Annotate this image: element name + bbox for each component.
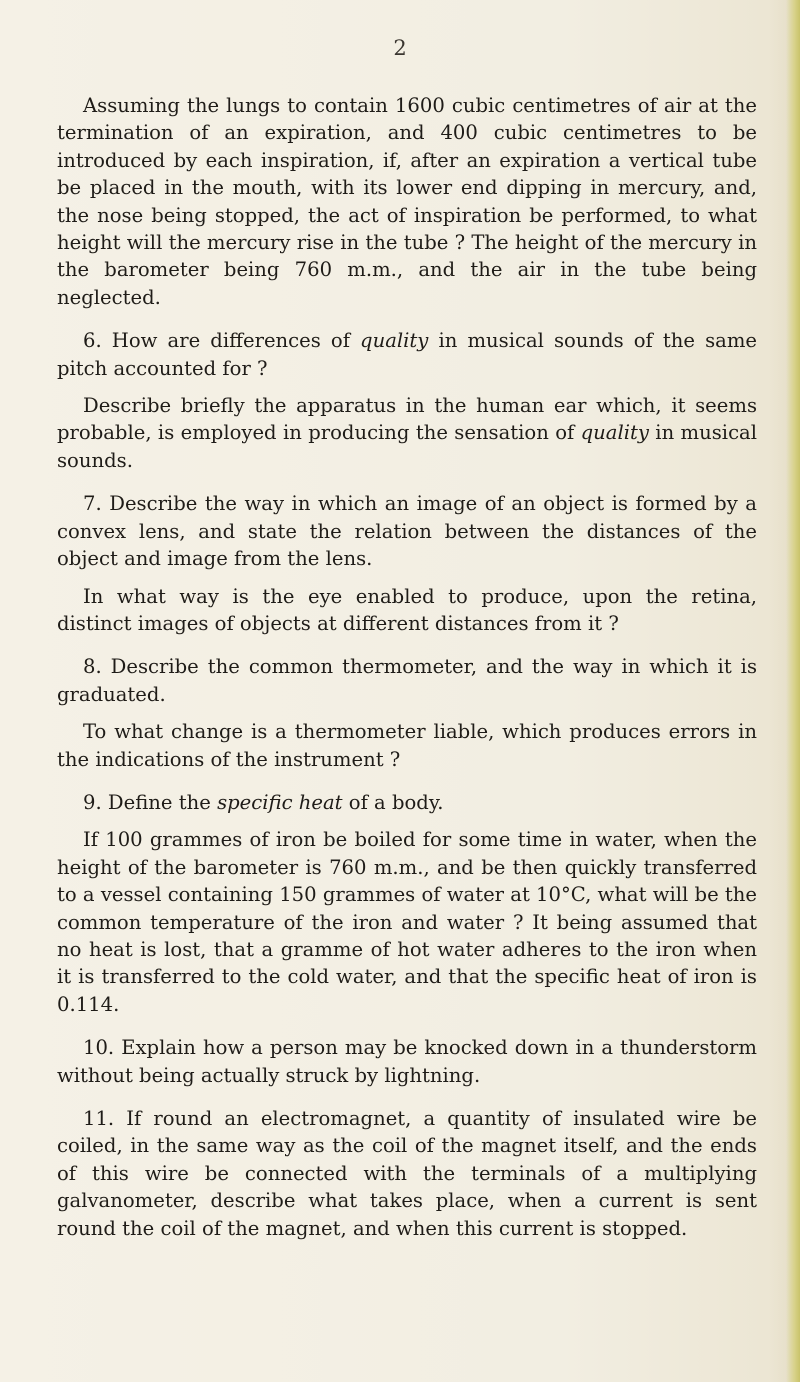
paragraph-question-6 — [57, 327, 757, 382]
paragraph-question-7-part-2 — [57, 583, 757, 638]
paragraph-question-10 — [57, 1034, 757, 1089]
text-segment: in musical sounds. — [57, 421, 757, 472]
text-segment: 8. Describe the common thermometer, and the way in which it is graduated. — [57, 655, 757, 706]
text-segment: of a body. — [342, 790, 444, 814]
page-body — [57, 92, 757, 1242]
italic-term: quality — [360, 329, 429, 353]
italic-term: specific heat — [217, 790, 343, 814]
paragraph-question-8 — [57, 653, 757, 708]
paragraph-question-9 — [57, 789, 757, 816]
text-segment: 9. Define the — [83, 790, 218, 814]
text-segment: 6. How are differences of — [83, 329, 361, 353]
paragraph-question-9-part-2 — [57, 826, 757, 1018]
text-segment: in musical sounds of the same pitch accounted for ? — [57, 329, 758, 380]
page-number: 2 — [393, 36, 407, 60]
text-segment: Assuming the lungs to contain 1600 cubic centimetres of air at the termination of an expiration, and 400 cubic centimetres to be introduced by each inspiration, if, after an expiration a vertical tube be placed in the mouth, with its lower end dipping in mercury, and, the nose being stopped, the act of inspiration be performed, to what height will the mercury rise in the tube ? The height of the mercury in the barometer being 760 m.m., and the air in the tube being neglected. — [57, 94, 757, 309]
paragraph-question-7 — [57, 490, 757, 572]
text-segment: To what change is a thermometer liable, which produces errors in the indications of the instrument ? — [57, 720, 757, 771]
text-segment: If 100 grammes of iron be boiled for some time in water, when the height of the barometer is 760 m.m., and be then quickly transferred to a vessel containing 150 grammes of water at 10°C, what will be the common temperature of the iron and water ? It being assumed that no heat is lost, that a gramme of hot water adheres to the iron when it is transferred to the cold water, and that the specific heat of iron is 0.114. — [57, 828, 757, 1016]
text-segment: 7. Describe the way in which an image of an object is formed by a convex lens, and state the relation between the distances of the object and image from the lens. — [57, 492, 757, 571]
italic-term: quality — [580, 421, 649, 445]
text-segment: 10. Explain how a person may be knocked down in a thunderstorm without being actually struck by lightning. — [57, 1036, 757, 1087]
page-edge-shading — [786, 0, 800, 1382]
paragraph-question-8-part-2 — [57, 718, 757, 773]
paragraph-question-11 — [57, 1105, 757, 1242]
text-segment: 11. If round an electromagnet, a quantity of insulated wire be coiled, in the same way as the coil of the magnet itself, and the ends of this wire be connected with the terminals of a multiplying galvanometer, describe what takes place, when a current is sent round the coil of the magnet, and when this current is stopped. — [57, 1107, 757, 1240]
paragraph-lungs-question — [57, 92, 757, 311]
text-segment: Describe briefly the apparatus in the human ear which, it seems probable, is employed in producing the sensation of — [57, 394, 757, 445]
text-segment: In what way is the eye enabled to produce, upon the retina, distinct images of objects at different distances from it ? — [57, 584, 757, 635]
paragraph-question-6-part-2 — [57, 392, 757, 474]
